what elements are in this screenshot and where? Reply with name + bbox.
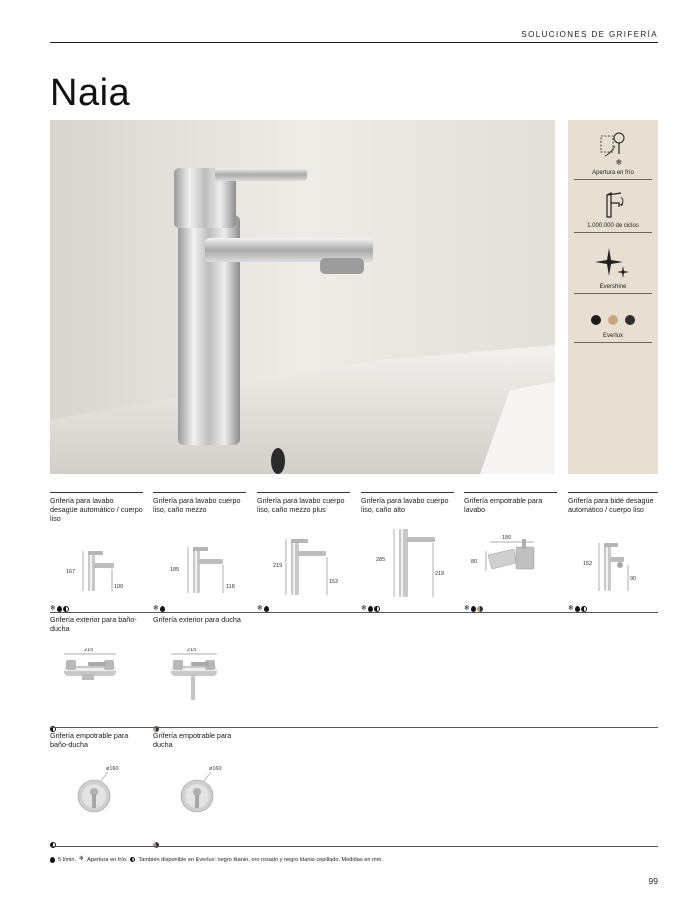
snowflake-icon: ❄ [361, 605, 367, 612]
dim-spout: 152 [329, 579, 339, 585]
dim-height: 285 [376, 557, 386, 563]
everlux-icon [374, 606, 380, 612]
water-drop-icon [368, 606, 373, 612]
product-name: Grifería empotrable para baño-ducha [50, 731, 129, 749]
product-name: Grifería empotrable para lavabo [464, 496, 543, 514]
snowflake-icon: ❄ [464, 605, 470, 612]
product-card [464, 492, 557, 610]
product-figure [464, 529, 557, 599]
everlux-icon [581, 606, 587, 612]
product-card [153, 492, 246, 610]
feature-everlux-label: Everlux [574, 333, 652, 343]
row-divider [50, 846, 658, 847]
page-title: Naia [50, 72, 131, 114]
product-figure [153, 764, 246, 834]
product-card [568, 492, 658, 610]
product-symbols [153, 842, 159, 848]
product-name: Grifería para lavabo cuerpo liso, caño mezzo plus [257, 496, 345, 514]
water-drop-icon [575, 606, 580, 612]
section-label: SOLUCIONES DE GRIFERÍA [521, 30, 658, 39]
product-name: Grifería para lavabo cuerpo liso, caño alto [361, 496, 449, 514]
feature-evershine [574, 244, 652, 294]
product-figure [153, 529, 246, 599]
product-figure [153, 648, 246, 718]
water-drop-icon [50, 857, 55, 863]
product-figure [50, 529, 143, 599]
product-symbols [361, 605, 380, 612]
snowflake-icon: ❄ [79, 856, 85, 862]
faucet-cycles-icon [597, 187, 629, 221]
dim-spout: 118 [226, 584, 235, 590]
dim-width: 215 [84, 648, 94, 653]
cold-opening-icon [597, 130, 629, 168]
product-symbols [50, 605, 69, 612]
everlux-icon [153, 842, 159, 848]
feature-evershine-label: Evershine [574, 284, 652, 294]
page-number: 99 [648, 876, 658, 886]
water-drop-icon [264, 606, 269, 612]
product-card [50, 612, 143, 730]
features-panel [568, 120, 658, 474]
product-card [50, 492, 143, 610]
product-figure [50, 648, 143, 718]
product-card [257, 492, 350, 610]
header-rule [50, 42, 658, 43]
product-symbols [568, 605, 587, 612]
product-figure [50, 764, 143, 834]
dim-height: 152 [583, 561, 593, 567]
dim-width: 215 [187, 648, 197, 653]
product-figure [361, 529, 454, 599]
color-dot-brushed-titanium [625, 315, 635, 325]
product-card [153, 728, 246, 846]
everlux-icon [50, 842, 56, 848]
everlux-icon [63, 606, 69, 612]
product-name: Grifería exterior para ducha [153, 615, 241, 624]
snowflake-icon: ❄ [50, 605, 56, 612]
product-name: Grifería para lavabo desagüe automático / cuerpo liso [50, 496, 143, 523]
svg-text:❄: ❄ [615, 158, 623, 167]
product-card [361, 492, 454, 610]
sparkle-icon [593, 244, 633, 282]
product-name: Grifería para bidé desagüe automático / cuerpo liso [568, 496, 654, 514]
product-figure [568, 529, 661, 599]
product-symbols [153, 605, 165, 612]
feature-cycles-label: 1.000.000 de ciclos [574, 223, 652, 233]
water-drop-icon [160, 606, 165, 612]
product-card [50, 728, 143, 846]
dim-height: 185 [170, 567, 180, 573]
product-figure [257, 529, 350, 599]
dim-spout: 90 [630, 576, 637, 582]
dim-spout: 218 [435, 571, 445, 577]
dim-height: 80 [471, 559, 478, 565]
product-symbols [50, 842, 56, 848]
legend-footnote [50, 856, 383, 863]
water-drop-icon [57, 606, 62, 612]
feature-everlux [574, 315, 652, 343]
product-card [153, 612, 246, 730]
product-symbols [464, 605, 483, 612]
footnote-flow: 5 l/min. [58, 856, 77, 863]
everlux-color-swatches [574, 315, 652, 325]
footnote-cold: Apertura en frío. [87, 856, 128, 863]
color-dot-black-titanium [591, 315, 601, 325]
feature-cold-opening [574, 130, 652, 180]
everlux-icon [477, 606, 483, 612]
dim-spout: 100 [114, 584, 124, 590]
product-name: Grifería exterior para baño-ducha [50, 615, 137, 633]
snowflake-icon: ❄ [153, 605, 159, 612]
feature-cold-opening-label: Apertura en frío [574, 170, 652, 180]
dim-height: 167 [66, 569, 76, 575]
product-name: Grifería empotrable para ducha [153, 731, 232, 749]
product-symbols [257, 605, 269, 612]
dim-diameter: ø160 [106, 766, 119, 772]
product-name: Grifería para lavabo cuerpo liso, caño mezzo [153, 496, 241, 514]
dim-height: 219 [273, 563, 283, 569]
dim-width: 180 [502, 535, 512, 541]
footnote-everlux: También disponible en Everlux: negro titanio, oro rosado y negro titanio cepillado. Medidas en mm. [138, 856, 383, 863]
snowflake-icon: ❄ [568, 605, 574, 612]
hero-image [50, 120, 555, 474]
everlux-icon [130, 857, 135, 862]
snowflake-icon: ❄ [257, 605, 263, 612]
water-drop-icon [471, 606, 476, 612]
feature-cycles [574, 187, 652, 233]
dim-diameter: ø160 [209, 766, 222, 772]
color-dot-rose-gold [608, 315, 618, 325]
